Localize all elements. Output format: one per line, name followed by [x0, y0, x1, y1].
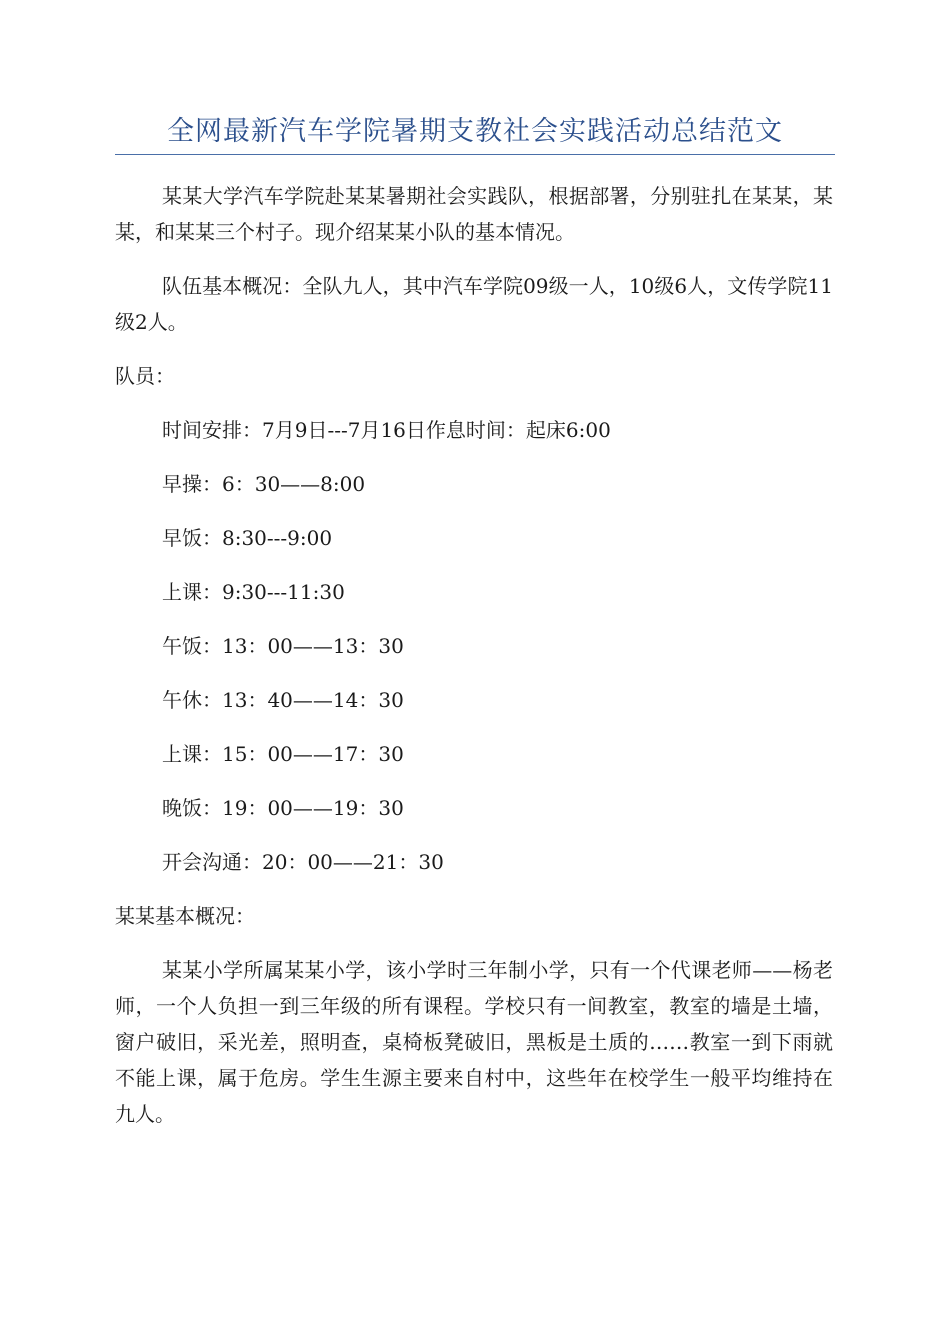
intro-paragraph: 某某大学汽车学院赴某某暑期社会实践队，根据部署，分别驻扎在某某，某某，和某某三个村子。现介绍某某小队的基本情况。 — [115, 184, 833, 244]
team-overview-paragraph: 队伍基本概况：全队九人，其中汽车学院09级一人，10级6人，文传学院11级2人。 — [115, 274, 833, 334]
schedule-line: 早操：6：30——8:00 — [162, 472, 366, 496]
document-body — [115, 178, 833, 1150]
document-title: 全网最新汽车学院暑期支教社会实践活动总结范文 — [167, 116, 783, 147]
schedule-line: 午饭：13：00——13：30 — [162, 634, 404, 658]
schedule-line: 上课：15：00——17：30 — [162, 742, 404, 766]
school-description-paragraph: 某某小学所属某某小学，该小学时三年制小学，只有一个代课老师——杨老师，一个人负担一到三年级的所有课程。学校只有一间教室，教室的墙是土墙，窗户破旧，采光差，照明查，桌椅板凳破旧，黑板是土质的……教室一到下雨就不能上课，属于危房。学生生源主要来自村中，这些年在校学生一般平均维持在九人。 — [115, 958, 833, 1126]
schedule-line: 时间安排：7月9日---7月16日作息时间：起床6:00 — [162, 418, 611, 442]
schedule-line: 上课：9:30---11:30 — [162, 580, 345, 604]
schedule-line: 午休：13：40——14：30 — [162, 688, 404, 712]
members-label: 队员： — [115, 364, 175, 388]
basic-overview-label: 某某基本概况： — [115, 904, 255, 928]
title-underline — [115, 154, 835, 155]
schedule-line: 晚饭：19：00——19：30 — [162, 796, 404, 820]
schedule-line: 早饭：8:30---9:00 — [162, 526, 333, 550]
schedule-line: 开会沟通：20：00——21：30 — [162, 850, 444, 874]
